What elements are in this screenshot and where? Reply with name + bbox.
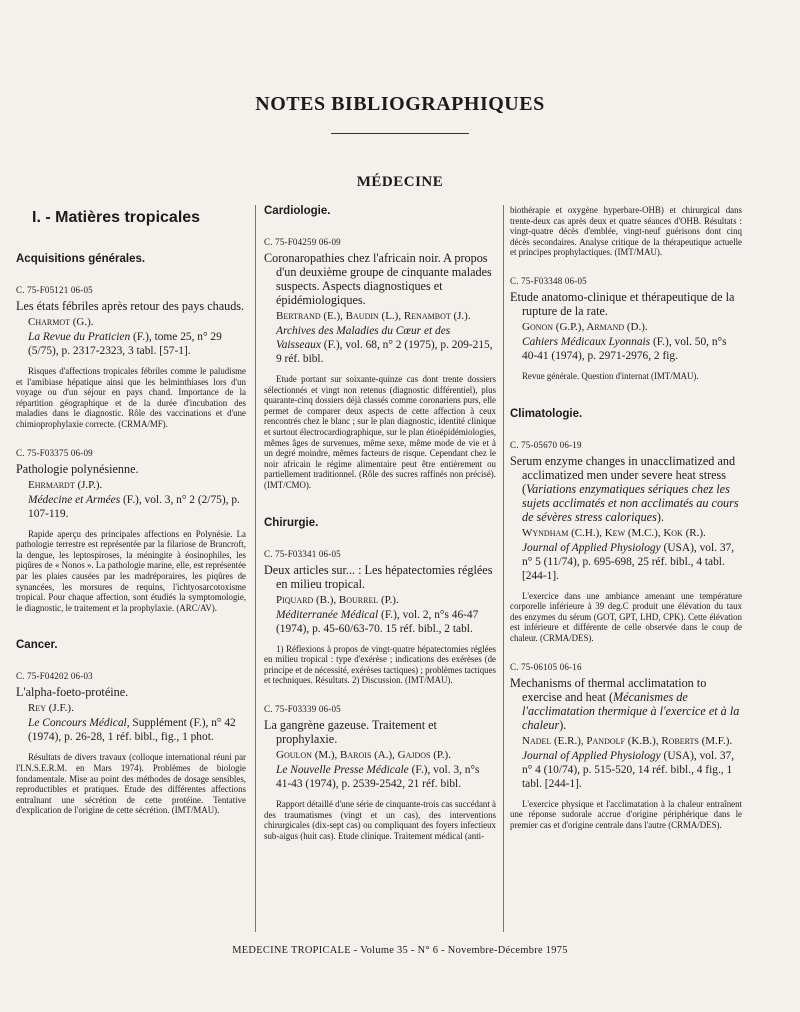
entry-title: La gangrène gazeuse. Traitement et prophylaxie.: [264, 717, 437, 746]
journal-name: Le Concours Médical,: [28, 717, 130, 730]
entry-title: Coronaropathies chez l'africain noir. A propos d'un deuxième groupe de cinquante malades suspects. Aspects diagnostiques et épidémiologiques.: [264, 251, 492, 307]
entry-abstract: Résultats de divers travaux (colloque international réuni par l'I.N.S.E.R.M. en Mars 1974). Problèmes de biologie fondamentale. Mise au point des méthodes de dosage sensibles, reproductibles et pratiques. Etude des différentes affections entraînant une sécrétion de cette protéine. Tentative d'explication de l'origine de cette sécrétion. (IMT/MAU).: [16, 752, 246, 816]
entry-authors: Ehrmardt (J.P.).: [28, 478, 103, 491]
entry-title: L'alpha-foeto-protéine.: [16, 685, 129, 700]
column-right: [510, 205, 742, 848]
title-text: Serum enzyme changes in unacclimatized and acclimatized men under severe heat stress (: [510, 453, 736, 496]
column-divider: [255, 205, 256, 932]
title-text: Mechanisms of thermal acclimatation to exercise and heat (: [510, 675, 707, 704]
entry-code: C. 75-06105 06-16: [510, 661, 582, 672]
entry-authors: Nadel (E.R.), Pandolf (K.B.), Roberts (M.F.).: [522, 734, 733, 747]
entry-code: C. 75-F03348 06-05: [510, 275, 587, 286]
column-divider: [503, 205, 504, 932]
column-left: [16, 205, 246, 834]
category-heading: Chirurgie.: [264, 516, 319, 529]
bibliography-entry: [510, 662, 742, 831]
bibliography-entry: [510, 440, 742, 644]
page-title: NOTES BIBLIOGRAPHIQUES: [255, 93, 545, 115]
entry-authors: Goulon (M.), Barois (A.), Gajdos (P.).: [276, 748, 451, 761]
entry-abstract: biothérapie et oxygène hyperbare-OHB) et chirurgical dans trente-deux cas après deux et quatre séances d'OHB. Résultats : vingt-quatre décès d'emblée, vingt-neuf guérisons dont cinq décès secondaires. Analyse critique de la thérapeutique actuelle et principes prophylactiques. (IMT/MAU).: [510, 205, 742, 258]
journal-name: Méditerranée Médical: [276, 608, 379, 621]
part-heading: I. - Matières tropicales: [32, 209, 201, 226]
journal-name: Médecine et Armées: [28, 493, 121, 506]
citation: (F.), tome 25, n° 29 (5/75), p. 2317-2323, 3 tabl. [57-1].: [28, 331, 222, 357]
bibliography-entry: [16, 285, 246, 430]
entry-abstract: Revue générale. Question d'internat (IMT/MAU).: [522, 370, 699, 381]
entry-source: [510, 749, 742, 791]
column-middle: [264, 205, 496, 859]
journal-name: Journal of Applied Physiology: [522, 541, 661, 554]
entry-source: [264, 324, 496, 366]
page-footer: MEDECINE TROPICALE - Volume 35 - N° 6 - Novembre-Décembre 1975: [232, 945, 568, 956]
entry-code: C. 75-F04259 06-09: [264, 237, 341, 247]
entry-title: [510, 676, 742, 732]
entry-source: [510, 541, 742, 583]
category-heading: Cancer.: [16, 639, 58, 652]
entry-abstract: Risques d'affections tropicales fébriles comme le paludisme et l'amibiase hépatique ainsi que les helminthiases lors d'un voyage ou d'un séjour en pays chand. Importance de la répartition géographique et de la durée d'incubation des maladies dans le diagnostic. Rôle des vaccinations et d'une chimioprophylaxie correcte. (CRMA/MF).: [16, 366, 246, 429]
entry-abstract: L'exercice dans une ambiance amenant une température corporelle inférieure à 39 deg.C produit une élévation du taux des enzymes du sérum (GOT, GPT, LHD, CPK). Cette élévation est inférieure et différente de celle observée dans le coup de chaleur. (CRMA/DES).: [510, 590, 742, 643]
entry-authors: Rey (J.F.).: [28, 702, 74, 715]
entry-source: [16, 716, 246, 744]
citation: (F.), vol. 68, n° 2 (1975), p. 209-215, 9 réf. bibl.: [276, 339, 493, 365]
entry-authors: Charmot (G.).: [28, 316, 94, 328]
entry-code: C. 75-F03341 06-05: [264, 548, 341, 559]
category-heading: Cardiologie.: [264, 205, 331, 217]
citation: (F.), vol. 3, n°s 41-43 (1974), p. 2539-2542, 21 réf. bibl.: [276, 763, 480, 790]
journal-name: Le Nouvelle Presse Médicale: [276, 763, 409, 776]
category-heading: Acquisitions générales.: [16, 253, 146, 265]
entry-abstract: Rapide aperçu des principales affections en Polynésie. La pathologie terrestre est représentée par la filariose de Brancroft, la dengue, les leptospiroses, la méningite à éosinophiles, les piqûres de « Nonos ». La pathologie marine, elle, est représentée par les plaies causées par les madréporaires, les piqûres de synancées, les morsures de requins, l'ichtyosarcotoxisme tropical. Pour chaque affection, sont étudiés la symptomologie, le diagnostic, le traitement et la prophylaxie. (ARC/AV).: [16, 528, 246, 613]
citation: (USA), vol. 37, n° 5 (11/74), p. 695-698, 25 réf. bibl., 4 tabl. [244-1].: [522, 541, 735, 582]
entry-authors: Bertrand (E.), Baudin (L.), Renambot (J.).: [276, 310, 471, 322]
entry-abstract: L'exercice physique et l'acclimatation à la chaleur entraînent une réponse sudorale accrue d'origine périphérique dans le premier cas et d'origine centrale dans l'autre (CRMA/DES).: [510, 798, 742, 830]
citation: (USA), vol. 37, n° 4 (10/74), p. 515-520, 14 réf. bibl., 4 fig., 1 tabl. [244-1].: [522, 749, 735, 790]
title-translation: Mécanismes de l'acclimatation thermique à l'exercice et à la chaleur: [522, 689, 740, 732]
entry-authors: Piquard (B.), Bourrel (P.).: [276, 593, 399, 606]
bibliography-entry: [16, 671, 246, 816]
citation: (F.), vol. 2, n°s 46-47 (1974), p. 45-60/63-70. 15 réf. bibl., 2 tabl.: [276, 608, 479, 635]
title-end: ).: [559, 717, 567, 732]
entry-code: C. 75-F05121 06-05: [16, 285, 93, 295]
entry-source: [16, 330, 246, 358]
title-end: ).: [656, 509, 664, 524]
entry-title: Deux articles sur... : Les hépatectomies réglées en milieu tropical.: [264, 562, 493, 591]
bibliography-entry: [510, 276, 742, 382]
title-translation: Variations enzymatiques sériques chez les sujets acclimatés et non acclimatés au cours de sévères stress caloriques: [522, 481, 739, 524]
category-heading: Climatologie.: [510, 407, 583, 420]
journal-name: La Revue du Praticien: [28, 331, 131, 343]
bibliography-entry: [264, 237, 496, 491]
entry-source: [264, 763, 496, 791]
entry-title: Etude anatomo-clinique et thérapeutique de la rupture de la rate.: [510, 289, 735, 318]
bibliography-entry: [264, 549, 496, 686]
entry-title: [510, 454, 742, 524]
entry-authors: Wyndham (C.H.), Kew (M.C.), Kok (R.).: [522, 526, 706, 539]
entry-source: [16, 493, 246, 521]
journal-name: Journal of Applied Physiology: [522, 749, 661, 762]
entry-abstract: Etude portant sur soixante-quinze cas dont trente dossiers sélectionnés et vingt non retenus (diagnostic différentiel), plus quarante-cinq dossiers déjà classés comme coronariens purs, elle permet de comparer deux aspects de cette affection à ceux rencontrés chez le blanc ; sur le plan diagnostic, identité clinique et surtout électrocardiographique, sur le plan étioépidémiologies, mêmes âges de survenues, même sexe, même mode de vie et à un degré moindre, mêmes facteurs de risque. Cependant chez le noir africain le régime alimentaire peut être entièrement ou partiellement traditionnel. (Rôle des sucres raffinés non précisé). (IMT/CMO).: [264, 374, 496, 490]
entry-source: [264, 608, 496, 636]
bibliography-entry-continued: [510, 205, 742, 258]
bibliography-entry: [16, 448, 246, 614]
entry-title: Les états fébriles après retour des pays chauds.: [16, 299, 245, 313]
entry-code: C. 75-05670 06-19: [510, 439, 582, 450]
entry-abstract: 1) Réflexions à propos de vingt-quatre hépatectomies réglées en milieu tropical : type d'exérèse ; indications des exérèses (de principe et de nécessité, exérèses tactiques) ; problèmes tactiques et techniques. Résultats. 2) Discussion. (IMT/MAU).: [264, 643, 496, 686]
bibliography-entry: [264, 704, 496, 841]
entry-title: Pathologie polynésienne.: [16, 461, 139, 476]
entry-code: C. 75-F03339 06-05: [264, 703, 341, 714]
section-heading: MÉDECINE: [356, 174, 444, 190]
entry-code: C. 75-F03375 06-09: [16, 447, 93, 458]
entry-code: C. 75-F04202 06-03: [16, 671, 93, 682]
entry-abstract: Rapport détaillé d'une série de cinquante-trois cas succédant à des traumatismes (vingt et un cas), des interventions chirurgicales (dix-sept cas) ou compliquant des foyers infectieux sub-aigus (huit cas). Etude clinique. Traitement médical (anti-: [264, 798, 496, 841]
journal-name: Archives des Maladies du Cœur et des Vaisseaux: [276, 325, 451, 351]
citation: (F.), vol. 3, n° 2 (2/75), p. 107-119.: [28, 493, 240, 520]
title-rule: [331, 133, 469, 134]
entry-source: [510, 335, 742, 363]
journal-name: Cahiers Médicaux Lyonnais: [522, 335, 651, 348]
entry-authors: Gonon (G.P.), Armand (D.).: [522, 320, 648, 333]
citation: (F.), vol. 50, n°s 40-41 (1974), p. 2971-2976, 2 fig.: [522, 335, 727, 362]
citation: Supplément (F.), n° 42 (1974), p. 26-28, 1 réf. bibl., fig., 1 phot.: [28, 717, 236, 744]
